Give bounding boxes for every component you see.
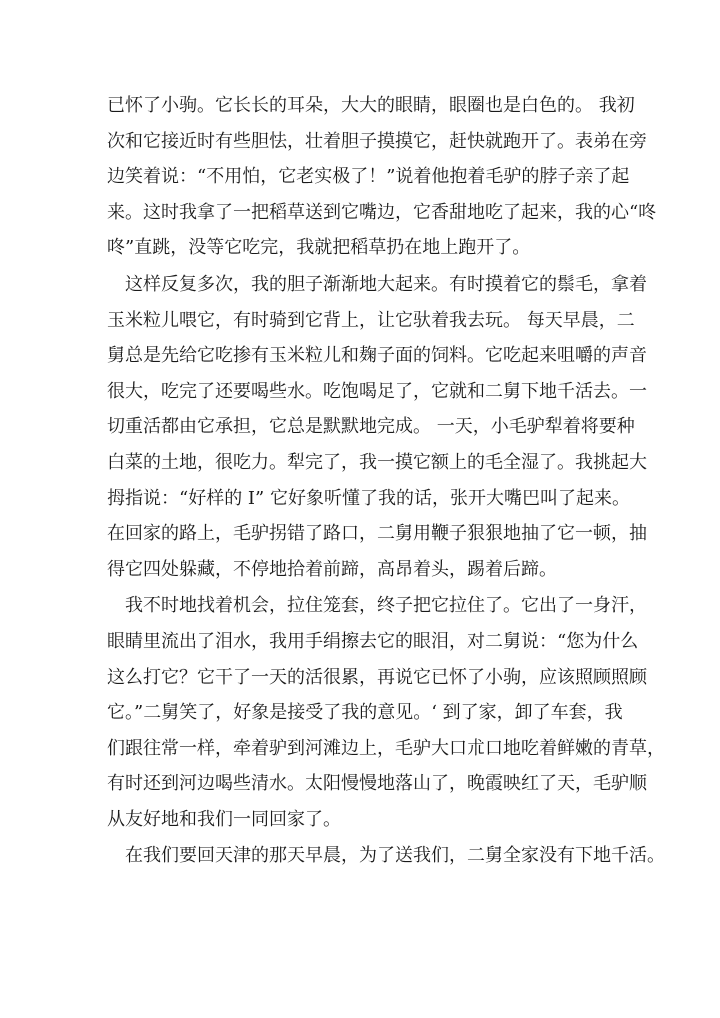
text-line: 在回家的路上，毛驴拐错了路口，二舅用鞭子狠狠地抽了它一顿，抽 [107, 523, 647, 545]
text-line: 这么打它？它干了一天的活很累，再说它已怀了小驹，应该照顾照顾 [107, 666, 647, 688]
text-line: 我不时地找着机会，拉住笼套，终子把它拉住了。它出了一身汗， [125, 595, 647, 617]
text-line: 拇指说：“好样的 I” 它好象听懂了我的话，张开大嘴巴叫了起来。 [107, 487, 630, 509]
paragraph-2 [107, 267, 647, 587]
text-line: 得它四处躲藏，不停地拾着前蹄，高昂着头，踢着后蹄。 [107, 558, 557, 580]
text-line: 切重活都由它承担，它总是默默地完成。 一天，小毛驴犁着将要种 [107, 416, 635, 438]
text-line: 它。”二舅笑了，好象是接受了我的意见。‘ 到了家，卸了车套，我 [107, 702, 623, 724]
document-body [107, 88, 665, 874]
paragraph-3 [107, 588, 665, 837]
text-line: 很大，吃完了还要喝些水。吃饱喝足了，它就和二舅下地千活去。一 [107, 380, 647, 402]
text-line: 舅总是先给它吃掺有玉米粒儿和麹子面的饲料。它吃起来咀嚼的声音 [107, 345, 647, 367]
text-line: 来。这时我拿了一把稻草送到它嘴边，它香甜地吃了起来，我的心“咚 [107, 201, 657, 223]
paragraph-1 [107, 88, 657, 266]
text-line: 玉米粒儿喂它，有时骑到它背上，让它驮着我去玩。 每天早晨，二 [107, 309, 635, 331]
text-line: 次和它接近时有些胆怯，壮着胆子摸摸它，赶快就跑开了。表弟在旁 [107, 130, 647, 152]
text-line: 们跟往常一样，牵着驴到河滩边上，毛驴大口朮口地吃着鲜嫩的青草， [107, 737, 665, 759]
text-line: 已怀了小驹。它长长的耳朵，大大的眼睛，眼圈也是白色的。 我初 [107, 95, 635, 116]
text-line: 边笑着说：“不用怕，它老实极了！”说着他抱着毛驴的脖子亲了起 [107, 166, 630, 188]
text-line: 眼睛里流出了泪水，我用手绢擦去它的眼泪，对二舅说：“您为什么 [107, 630, 639, 652]
text-line: 有时还到河边喝些清水。太阳慢慢地落山了，晚霞映红了天，毛驴顺 [107, 773, 647, 795]
text-line: 从友好地和我们一同回家了。 [107, 808, 341, 830]
text-line: 白菜的土地，很吃力。犁完了，我一摸它额上的毛全湿了。我挑起大 [107, 451, 647, 473]
text-line: 这样反复多次，我的胆子渐渐地大起来。有时摸着它的鬃毛，拿着 [125, 273, 647, 295]
text-line: 在我们要回天津的那天早晨，为了送我们，二舅全家没有下地千活。 [125, 845, 665, 867]
paragraph-4 [107, 838, 665, 874]
text-line: 咚”直跳，没等它吃完，我就把稻草扔在地上跑开了。 [107, 237, 531, 259]
